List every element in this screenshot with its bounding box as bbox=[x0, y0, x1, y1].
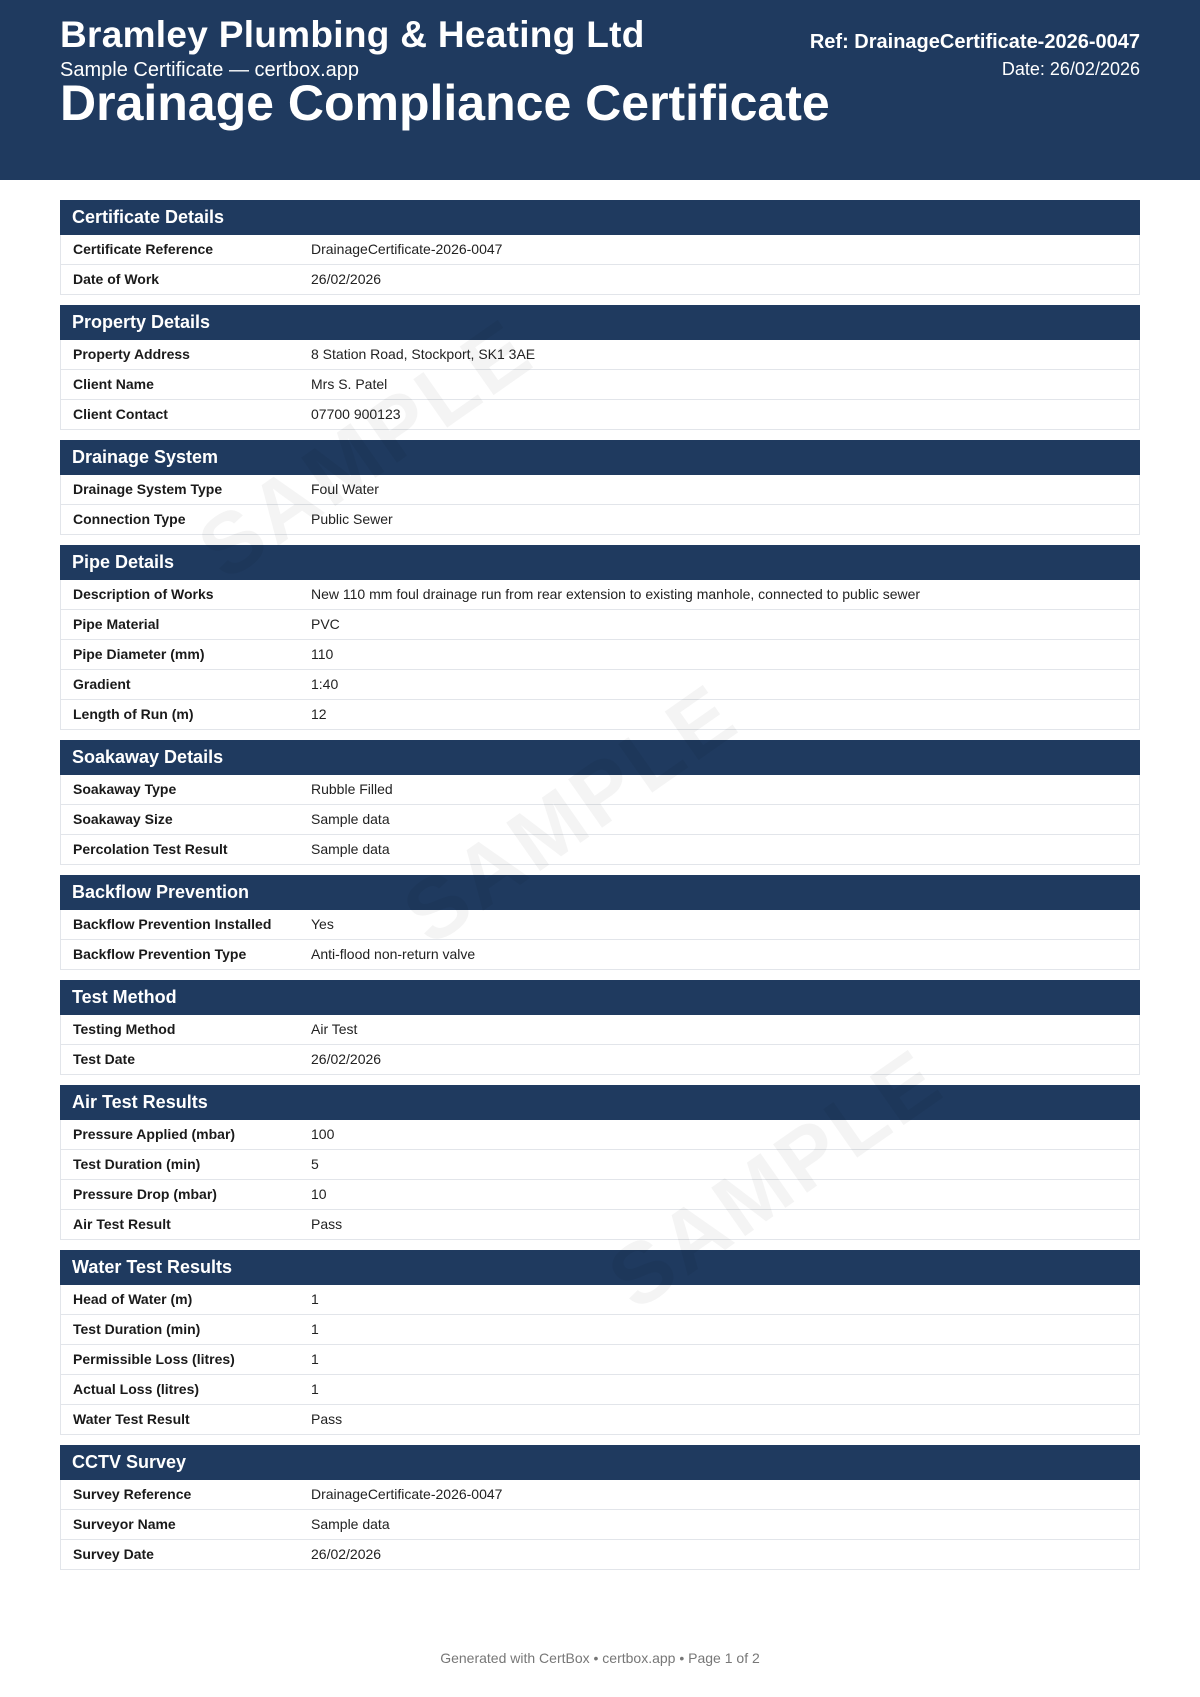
field-value: Foul Water bbox=[311, 481, 379, 497]
field-label: Certificate Reference bbox=[73, 241, 214, 257]
section-heading: Air Test Results bbox=[60, 1085, 1140, 1120]
field-label: Surveyor Name bbox=[73, 1516, 176, 1532]
section-drainage-system bbox=[60, 440, 1140, 535]
field-value: 1 bbox=[311, 1381, 319, 1397]
field-label: Soakaway Type bbox=[73, 781, 177, 797]
field-value: Public Sewer bbox=[311, 511, 393, 527]
field-value: DrainageCertificate-2026-0047 bbox=[311, 1486, 503, 1502]
section-heading: CCTV Survey bbox=[60, 1445, 1140, 1480]
field-row bbox=[60, 835, 1140, 865]
field-value: Sample data bbox=[311, 841, 390, 857]
field-value: Air Test bbox=[311, 1021, 358, 1037]
field-row bbox=[60, 265, 1140, 295]
field-label: Drainage System Type bbox=[73, 481, 223, 497]
field-row bbox=[60, 1150, 1140, 1180]
field-value: 12 bbox=[311, 706, 327, 722]
field-value: 10 bbox=[311, 1186, 327, 1202]
field-label: Water Test Result bbox=[73, 1411, 190, 1427]
certificate-header bbox=[0, 0, 1200, 180]
field-value: 1 bbox=[311, 1351, 319, 1367]
field-value: Mrs S. Patel bbox=[311, 376, 388, 392]
section-property-details bbox=[60, 305, 1140, 430]
field-row bbox=[60, 475, 1140, 505]
field-value: Yes bbox=[311, 916, 334, 932]
field-value: 8 Station Road, Stockport, SK1 3AE bbox=[311, 346, 536, 362]
field-label: Air Test Result bbox=[73, 1216, 171, 1232]
field-value: 1:40 bbox=[311, 676, 339, 692]
field-row bbox=[60, 805, 1140, 835]
field-label: Testing Method bbox=[73, 1021, 176, 1037]
field-label: Connection Type bbox=[73, 511, 186, 527]
field-row bbox=[60, 1405, 1140, 1435]
field-label: Backflow Prevention Type bbox=[73, 946, 247, 962]
section-heading: Property Details bbox=[60, 305, 1140, 340]
field-value: 5 bbox=[311, 1156, 319, 1172]
field-row bbox=[60, 370, 1140, 400]
field-value: 1 bbox=[311, 1291, 319, 1307]
section-certificate-details bbox=[60, 200, 1140, 295]
field-value: New 110 mm foul drainage run from rear extension to existing manhole, connected to public sewer bbox=[311, 586, 921, 602]
field-value: 100 bbox=[311, 1126, 335, 1142]
field-value: 26/02/2026 bbox=[311, 1546, 382, 1562]
field-label: Gradient bbox=[73, 676, 131, 692]
section-cctv-survey bbox=[60, 1445, 1140, 1570]
section-air-test-results bbox=[60, 1085, 1140, 1240]
field-value: Pass bbox=[311, 1216, 343, 1232]
certificate-ref: Ref: DrainageCertificate-2026-0047 bbox=[809, 31, 1140, 53]
field-value: Pass bbox=[311, 1411, 343, 1427]
field-row bbox=[60, 940, 1140, 970]
field-row bbox=[60, 610, 1140, 640]
field-row bbox=[60, 910, 1140, 940]
field-value: 1 bbox=[311, 1321, 319, 1337]
section-heading: Test Method bbox=[60, 980, 1140, 1015]
field-label: Head of Water (m) bbox=[73, 1291, 193, 1307]
section-heading: Pipe Details bbox=[60, 545, 1140, 580]
field-label: Date of Work bbox=[73, 271, 160, 287]
section-pipe-details bbox=[60, 545, 1140, 730]
field-label: Pressure Drop (mbar) bbox=[73, 1186, 217, 1202]
field-label: Pressure Applied (mbar) bbox=[73, 1126, 236, 1142]
field-label: Client Contact bbox=[73, 406, 168, 422]
field-value: Sample data bbox=[311, 811, 390, 827]
section-heading: Backflow Prevention bbox=[60, 875, 1140, 910]
certificate-title: Drainage Compliance Certificate bbox=[60, 75, 830, 131]
field-label: Pipe Material bbox=[73, 616, 160, 632]
field-row bbox=[60, 235, 1140, 265]
field-row bbox=[60, 1210, 1140, 1240]
field-value: Anti-flood non-return valve bbox=[311, 946, 476, 962]
certificate-body bbox=[60, 200, 1140, 1580]
field-label: Test Date bbox=[73, 1051, 135, 1067]
company-name: Bramley Plumbing & Heating Ltd bbox=[60, 14, 645, 55]
certificate-subtitle: Sample Certificate — certbox.app bbox=[60, 59, 360, 81]
field-row bbox=[60, 1540, 1140, 1570]
certificate-date: Date: 26/02/2026 bbox=[1001, 59, 1140, 79]
field-row bbox=[60, 1315, 1140, 1345]
field-value: DrainageCertificate-2026-0047 bbox=[311, 241, 503, 257]
field-label: Client Name bbox=[73, 376, 154, 392]
field-row bbox=[60, 1015, 1140, 1045]
field-row bbox=[60, 1375, 1140, 1405]
section-backflow-prevention bbox=[60, 875, 1140, 970]
field-row bbox=[60, 1285, 1140, 1315]
section-test-method bbox=[60, 980, 1140, 1075]
field-label: Soakaway Size bbox=[73, 811, 173, 827]
section-heading: Certificate Details bbox=[60, 200, 1140, 235]
field-row bbox=[60, 1045, 1140, 1075]
field-value: Sample data bbox=[311, 1516, 390, 1532]
field-label: Test Duration (min) bbox=[73, 1156, 201, 1172]
field-row bbox=[60, 505, 1140, 535]
field-label: Pipe Diameter (mm) bbox=[73, 646, 205, 662]
field-label: Survey Date bbox=[73, 1546, 154, 1562]
field-row bbox=[60, 580, 1140, 610]
field-label: Permissible Loss (litres) bbox=[73, 1351, 235, 1367]
field-label: Test Duration (min) bbox=[73, 1321, 201, 1337]
field-label: Survey Reference bbox=[73, 1486, 192, 1502]
field-label: Percolation Test Result bbox=[73, 841, 228, 857]
field-row bbox=[60, 1120, 1140, 1150]
field-label: Backflow Prevention Installed bbox=[73, 916, 272, 932]
section-soakaway-details bbox=[60, 740, 1140, 865]
field-row bbox=[60, 1345, 1140, 1375]
section-heading: Drainage System bbox=[60, 440, 1140, 475]
section-heading: Water Test Results bbox=[60, 1250, 1140, 1285]
page-footer: Generated with CertBox • certbox.app • Page 1 of 2 bbox=[440, 1650, 760, 1666]
section-water-test-results bbox=[60, 1250, 1140, 1435]
field-label: Description of Works bbox=[73, 586, 214, 602]
field-row bbox=[60, 670, 1140, 700]
field-row bbox=[60, 1480, 1140, 1510]
field-row bbox=[60, 340, 1140, 370]
field-value: 26/02/2026 bbox=[311, 1051, 382, 1067]
field-row bbox=[60, 1180, 1140, 1210]
field-label: Length of Run (m) bbox=[73, 706, 194, 722]
field-value: 110 bbox=[311, 646, 334, 662]
field-value: Rubble Filled bbox=[311, 781, 393, 797]
field-row bbox=[60, 400, 1140, 430]
field-label: Property Address bbox=[73, 346, 190, 362]
section-heading: Soakaway Details bbox=[60, 740, 1140, 775]
field-row bbox=[60, 640, 1140, 670]
field-value: 26/02/2026 bbox=[311, 271, 382, 287]
field-value: PVC bbox=[311, 616, 340, 632]
field-value: 07700 900123 bbox=[311, 406, 401, 422]
field-row bbox=[60, 700, 1140, 730]
field-row bbox=[60, 775, 1140, 805]
field-row bbox=[60, 1510, 1140, 1540]
field-label: Actual Loss (litres) bbox=[73, 1381, 200, 1397]
